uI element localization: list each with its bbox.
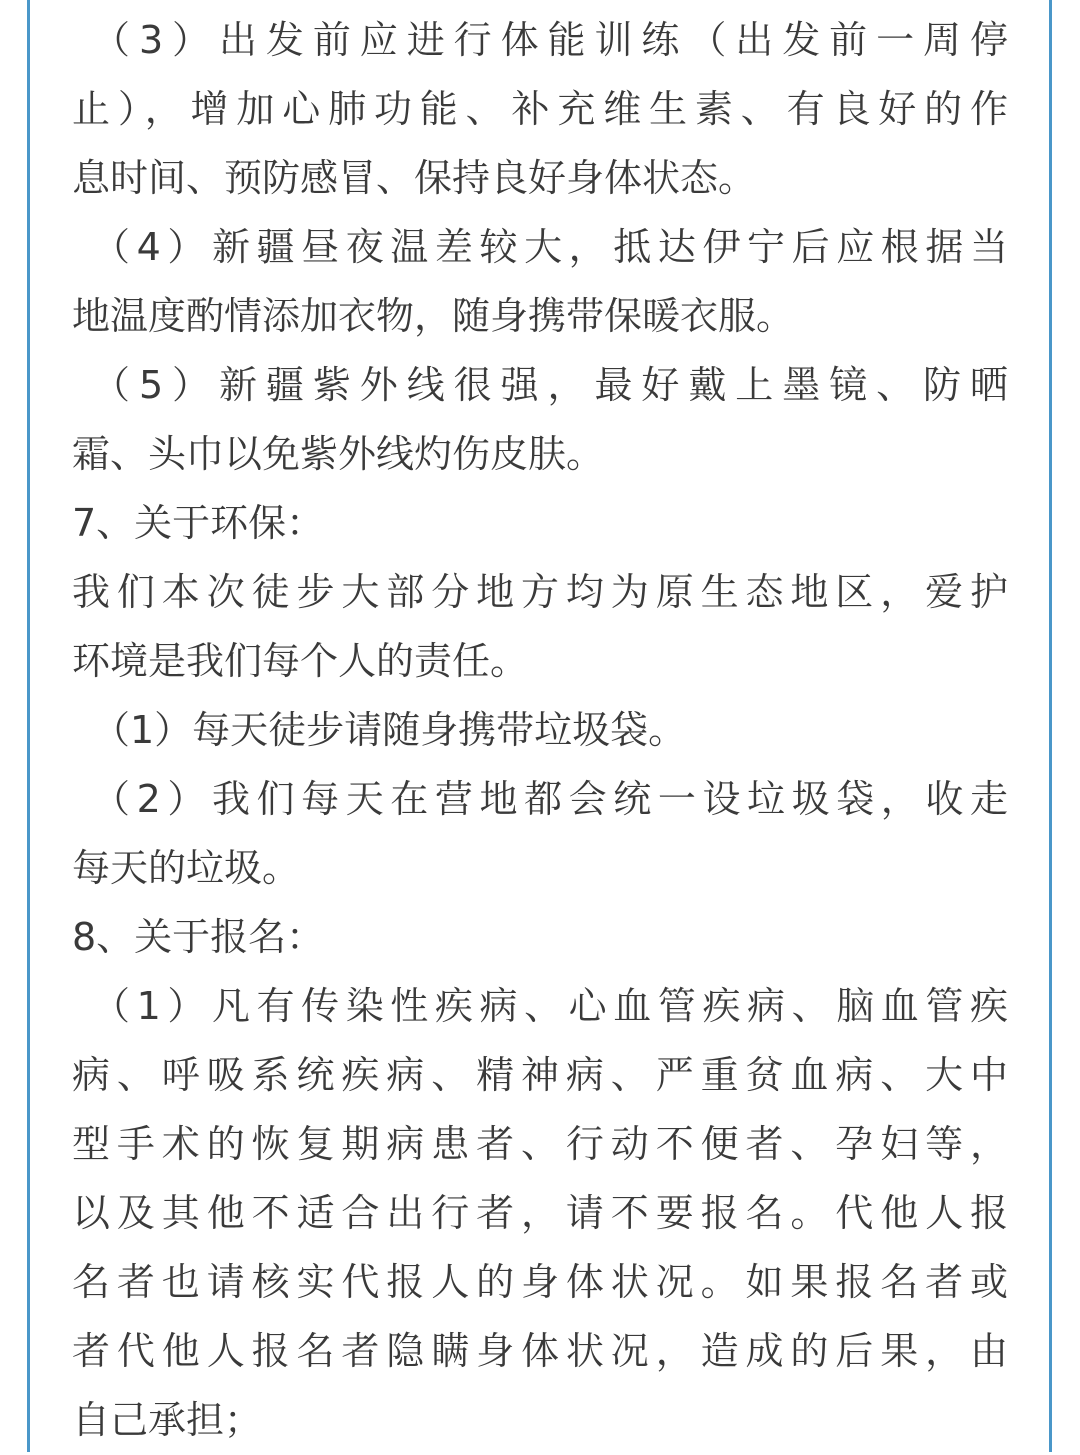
text-line: 自己承担； <box>72 1398 263 1442</box>
text-line: 地温度酌情添加衣物，随身携带保暖衣服。 <box>72 294 795 338</box>
text-line: 我们本次徒步大部分地方均为原生态地区，爱护 <box>72 570 1008 614</box>
article-body <box>72 6 1008 1455</box>
text-line: 止），增加心肺功能、补充维生素、有良好的作 <box>72 87 1008 131</box>
text-line: 每天的垃圾。 <box>72 846 301 890</box>
right-border <box>1049 0 1052 1452</box>
text-line: 名者也请核实代报人的身体状况。如果报名者或 <box>72 1260 1008 1304</box>
text-line: 型手术的恢复期病患者、行动不便者、孕妇等， <box>72 1122 1008 1166</box>
text-line: 息时间、预防感冒、保持良好身体状态。 <box>72 156 757 200</box>
text-line: 以及其他不适合出行者，请不要报名。代他人报 <box>72 1191 1008 1235</box>
text-line: 者代他人报名者隐瞒身体状况，造成的后果，由 <box>72 1329 1008 1373</box>
text-line: （1）凡有传染性疾病、心血管疾病、脑血管疾 <box>92 984 1008 1028</box>
text-line: （2）我们每天在营地都会统一设垃圾袋，收走 <box>92 777 1008 821</box>
text-line: （1）每天徒步请随身携带垃圾袋。 <box>92 708 687 752</box>
left-border <box>27 0 30 1452</box>
section-heading: 8、关于报名： <box>72 915 325 959</box>
text-line: 环境是我们每个人的责任。 <box>72 639 529 683</box>
text-line: （3）出发前应进行体能训练（出发前一周停 <box>92 18 1008 62</box>
text-line: （5）新疆紫外线很强，最好戴上墨镜、防晒 <box>92 363 1008 407</box>
section-heading: 7、关于环保： <box>72 501 325 545</box>
text-line: （4）新疆昼夜温差较大，抵达伊宁后应根据当 <box>92 225 1008 269</box>
text-line: 霜、头巾以免紫外线灼伤皮肤。 <box>72 432 605 476</box>
text-line: 病、呼吸系统疾病、精神病、严重贫血病、大中 <box>72 1053 1008 1097</box>
